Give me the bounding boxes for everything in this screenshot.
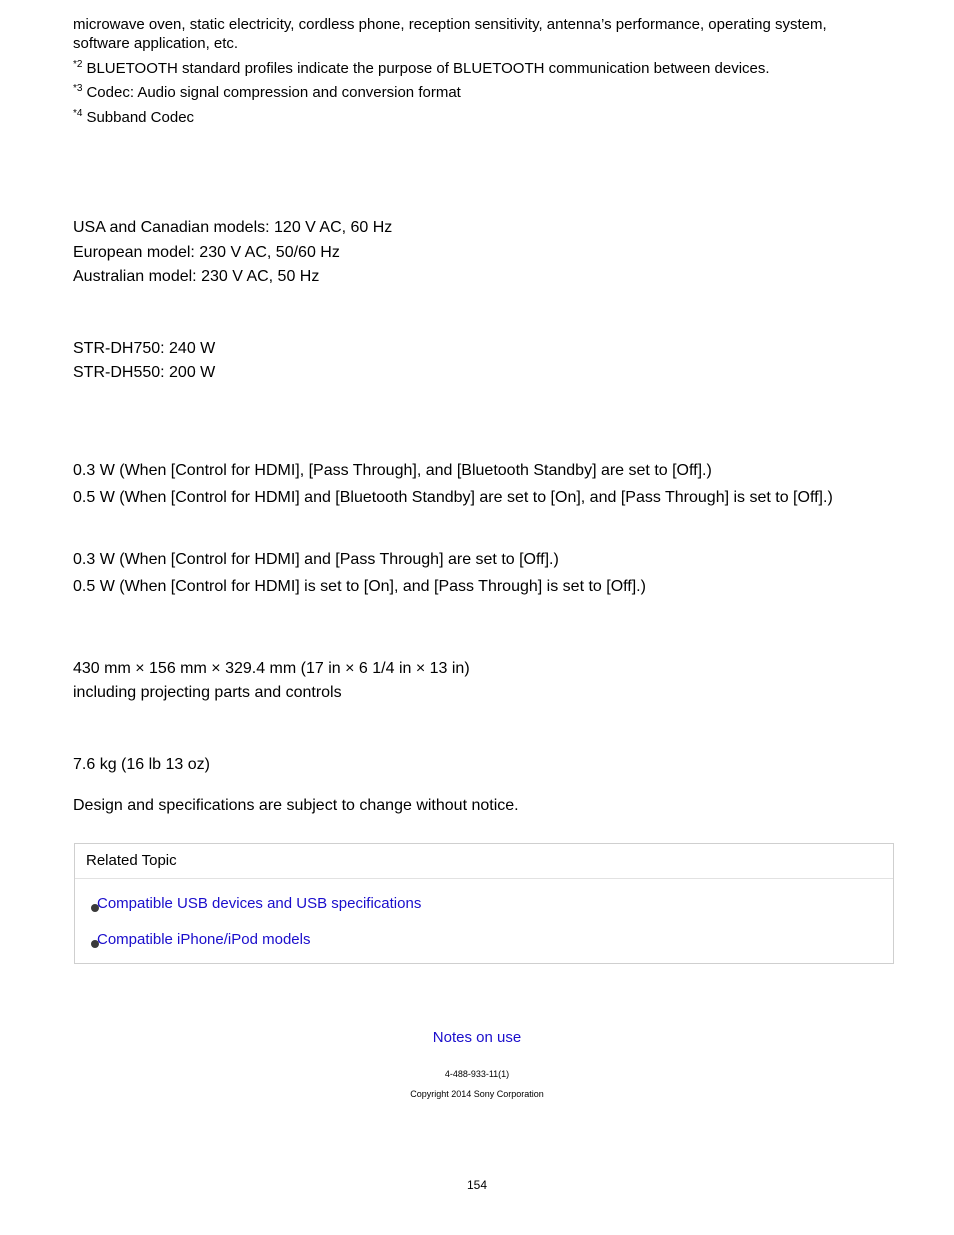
consumption-dh550: STR-DH550: 200 W: [73, 364, 216, 381]
related-link-usb-devices[interactable]: Compatible USB devices and USB specifications: [97, 895, 422, 912]
standby-dh550-line1: 0.3 W (When [Control for HDMI] and [Pass Through] are set to [Off].): [73, 551, 559, 568]
footnote-3: [73, 83, 873, 102]
dimensions-note: including projecting parts and controls: [73, 684, 342, 701]
footnote-4-text: Subband Codec: [86, 109, 195, 126]
document-code: 4-488-933-11(1): [444, 1069, 510, 1079]
footnote-2-mark: *2: [73, 59, 83, 70]
change-notice: Design and specifications are subject to change without notice.: [73, 797, 519, 814]
consumption-dh750: STR-DH750: 240 W: [73, 340, 216, 357]
power-australian: Australian model: 230 V AC, 50 Hz: [73, 268, 320, 285]
related-topic-item: [91, 895, 421, 913]
standby-dh750-line2: 0.5 W (When [Control for HDMI] and [Bluetooth Standby] are set to [On], and [Pass Through] is set to [Off].): [73, 489, 833, 506]
power-european: European model: 230 V AC, 50/60 Hz: [73, 244, 340, 261]
footer-nav: [0, 1029, 954, 1047]
related-topic-item: [91, 931, 310, 949]
footnote-3-mark: *3: [73, 83, 83, 94]
related-topic-title: Related Topic: [86, 852, 177, 869]
dimensions-value: 430 mm × 156 mm × 329.4 mm (17 in × 6 1/4 in × 13 in): [73, 660, 470, 677]
related-link-iphone-ipod[interactable]: Compatible iPhone/iPod models: [97, 931, 311, 948]
mass-value: 7.6 kg (16 lb 13 oz): [73, 756, 210, 773]
footnote-4: [73, 108, 873, 127]
copyright: Copyright 2014 Sony Corporation: [410, 1089, 544, 1099]
footnote-interference: [73, 15, 873, 53]
standby-dh550-line2: 0.5 W (When [Control for HDMI] is set to [On], and [Pass Through] is set to [Off].): [73, 578, 646, 595]
standby-dh750-line1: 0.3 W (When [Control for HDMI], [Pass Through], and [Bluetooth Standby] are set to [Off].): [73, 462, 712, 479]
notes-on-use-link[interactable]: Notes on use: [432, 1029, 522, 1046]
footnote-4-mark: *4: [73, 108, 83, 119]
related-topic-header: [75, 844, 893, 879]
footnote-2: [73, 59, 873, 78]
footnote-interference-line2: software application, etc.: [73, 35, 239, 52]
power-usa-canada: USA and Canadian models: 120 V AC, 60 Hz: [73, 219, 393, 236]
footnote-3-text: Codec: Audio signal compression and conversion format: [86, 84, 461, 101]
page-number: 154: [466, 1178, 488, 1192]
footnote-2-text: BLUETOOTH standard profiles indicate the purpose of BLUETOOTH communication between devices.: [86, 60, 770, 77]
related-topic-box: [74, 843, 894, 964]
footnote-interference-line1: microwave oven, static electricity, cordless phone, reception sensitivity, antenna’s performance, operating system,: [73, 16, 827, 33]
